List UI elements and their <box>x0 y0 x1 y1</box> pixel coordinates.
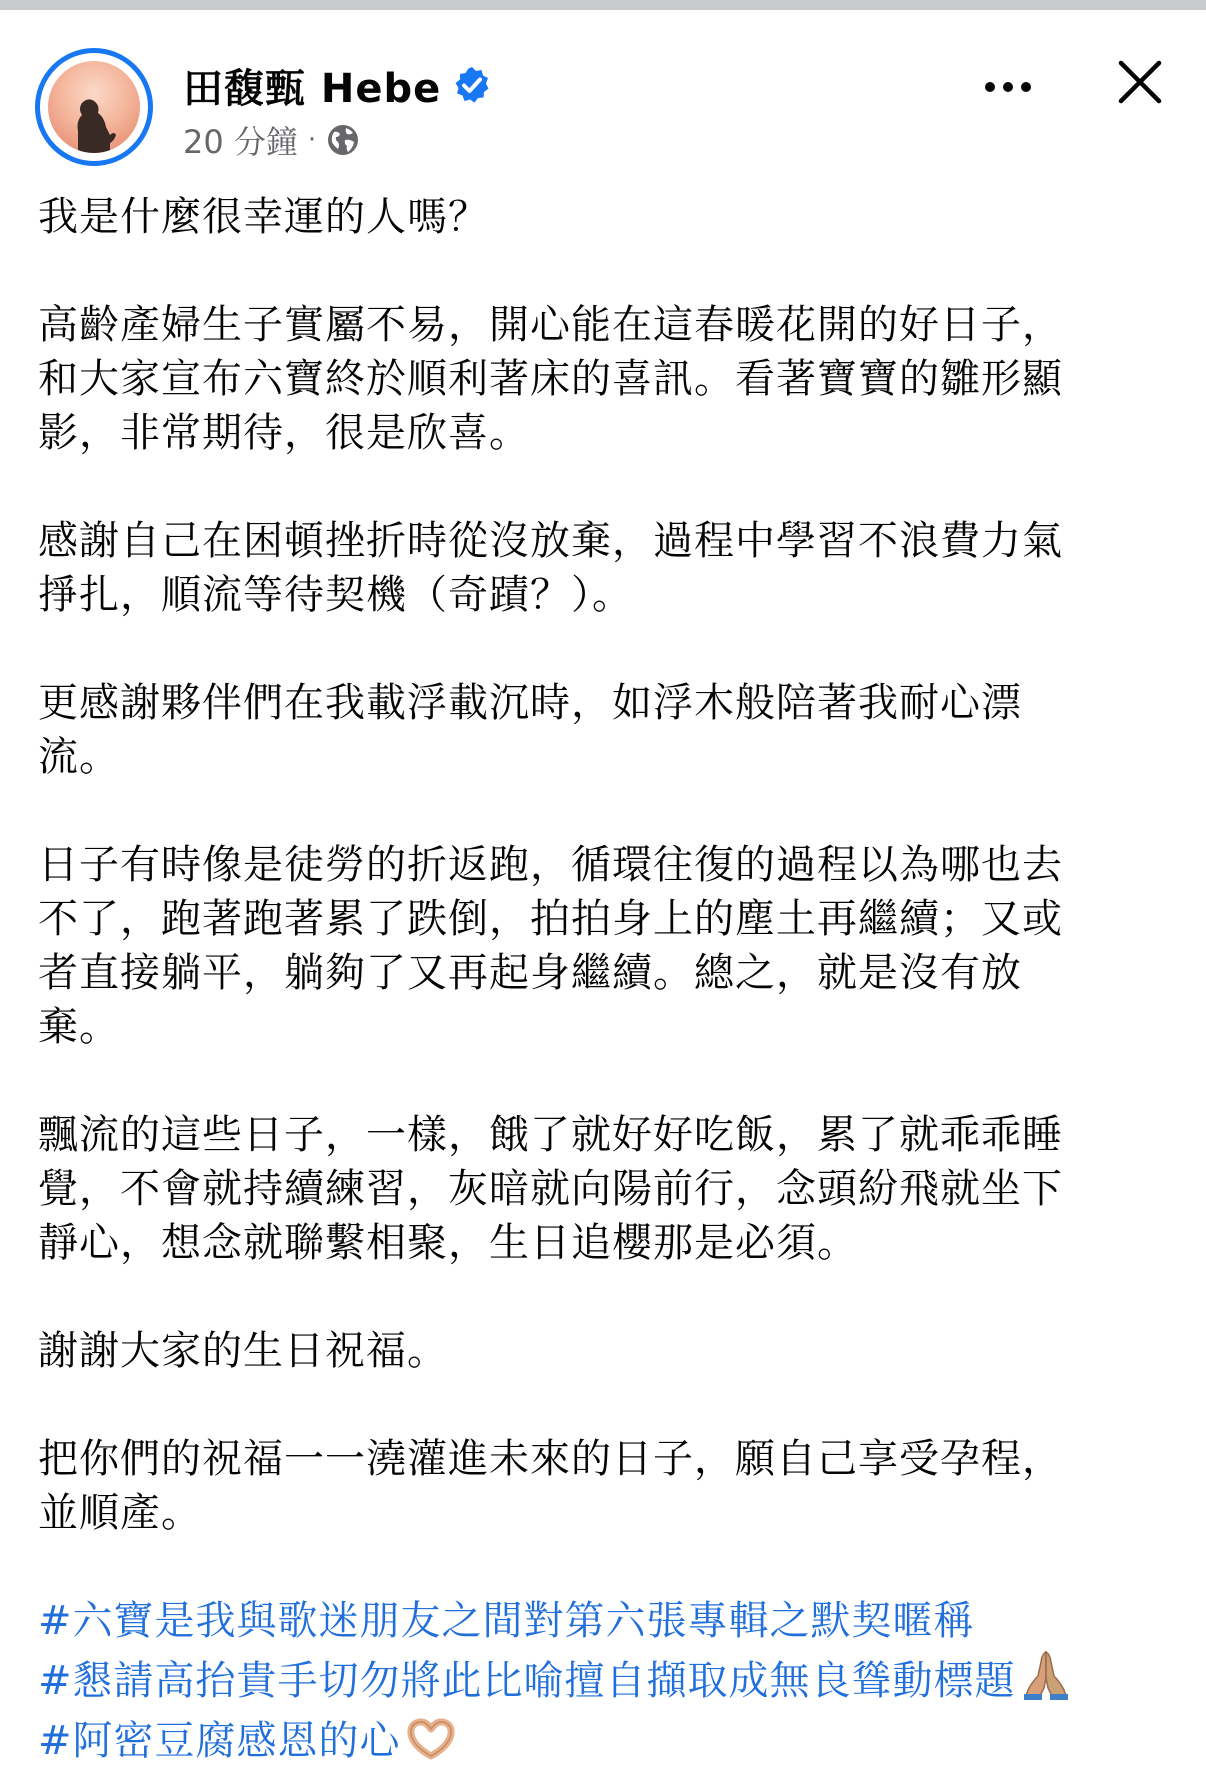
post-meta <box>183 118 360 162</box>
post-paragraph: 日子有時像是徒勞的折返跑，循環往復的過程以為哪也去 不了，跑著跑著累了跌倒，拍拍身上的塵土再繼續；又或 者直接躺平，躺夠了又再起身繼續。總之，就是沒有放 棄。 <box>38 842 1063 1050</box>
post-paragraph: 更感謝夥伴們在我載浮載沉時，如浮木般陪著我耐心漂 流。 <box>38 680 1022 780</box>
post-paragraph: 感謝自己在困頓挫折時從沒放棄，過程中學習不浪費力氣 掙扎，順流等待契機（奇蹟？）。 <box>38 518 1063 618</box>
post-paragraph: 謝謝大家的生日祝福。 <box>38 1328 448 1374</box>
author-row <box>183 55 491 115</box>
hashtag-list <box>38 1594 1178 1774</box>
hashtag-text: #六寶是我與歌迷朋友之間對第六張專輯之默契暱稱 <box>38 1598 975 1644</box>
post-paragraph: 我是什麼很幸運的人嗎？ <box>38 194 489 240</box>
post-timestamp[interactable]: 20 分鐘 <box>183 123 298 161</box>
author-name[interactable]: 田馥甄 Hebe <box>183 65 442 112</box>
hashtag-link[interactable] <box>38 1648 1178 1714</box>
post-paragraph: 飄流的這些日子，一樣，餓了就好好吃飯，累了就乖乖睡 覺，不會就持續練習，灰暗就向陽前行，念頭紛飛就坐下 靜心，想念就聯繫相聚，生日追櫻那是必須。 <box>38 1112 1063 1266</box>
hashtag-link[interactable] <box>38 1714 1178 1774</box>
hashtag-link[interactable] <box>38 1594 1178 1648</box>
post-paragraph: 高齡產婦生子實屬不易，開心能在這春暖花開的好日子， 和大家宣布六寶終於順利著床的喜訊。看著寶寶的雛形顯 影，非常期待，很是欣喜。 <box>38 302 1063 456</box>
close-icon <box>1118 60 1162 104</box>
folded-hands-emoji <box>1020 1648 1072 1714</box>
avatar[interactable] <box>35 48 153 166</box>
post-paragraph: 把你們的祝福一一澆灌進未來的日子，願自己享受孕程， 並順產。 <box>38 1436 1063 1536</box>
hashtag-text: #懇請高抬貴手切勿將此比喻擅自擷取成無良聳動標題 <box>38 1658 1016 1704</box>
post-content <box>38 190 1178 1774</box>
more-icon <box>984 81 1032 93</box>
verified-badge-icon <box>453 66 491 104</box>
post-header <box>0 10 1206 180</box>
top-divider <box>0 0 1206 10</box>
globe-icon[interactable] <box>326 123 360 157</box>
hashtag-text: #阿密豆腐感恩的心 <box>38 1718 401 1764</box>
close-button[interactable] <box>1110 52 1170 112</box>
heart-hands-emoji <box>405 1716 457 1774</box>
more-options-button[interactable] <box>978 62 1038 112</box>
meta-separator: · <box>307 125 317 155</box>
avatar-photo <box>48 61 140 153</box>
